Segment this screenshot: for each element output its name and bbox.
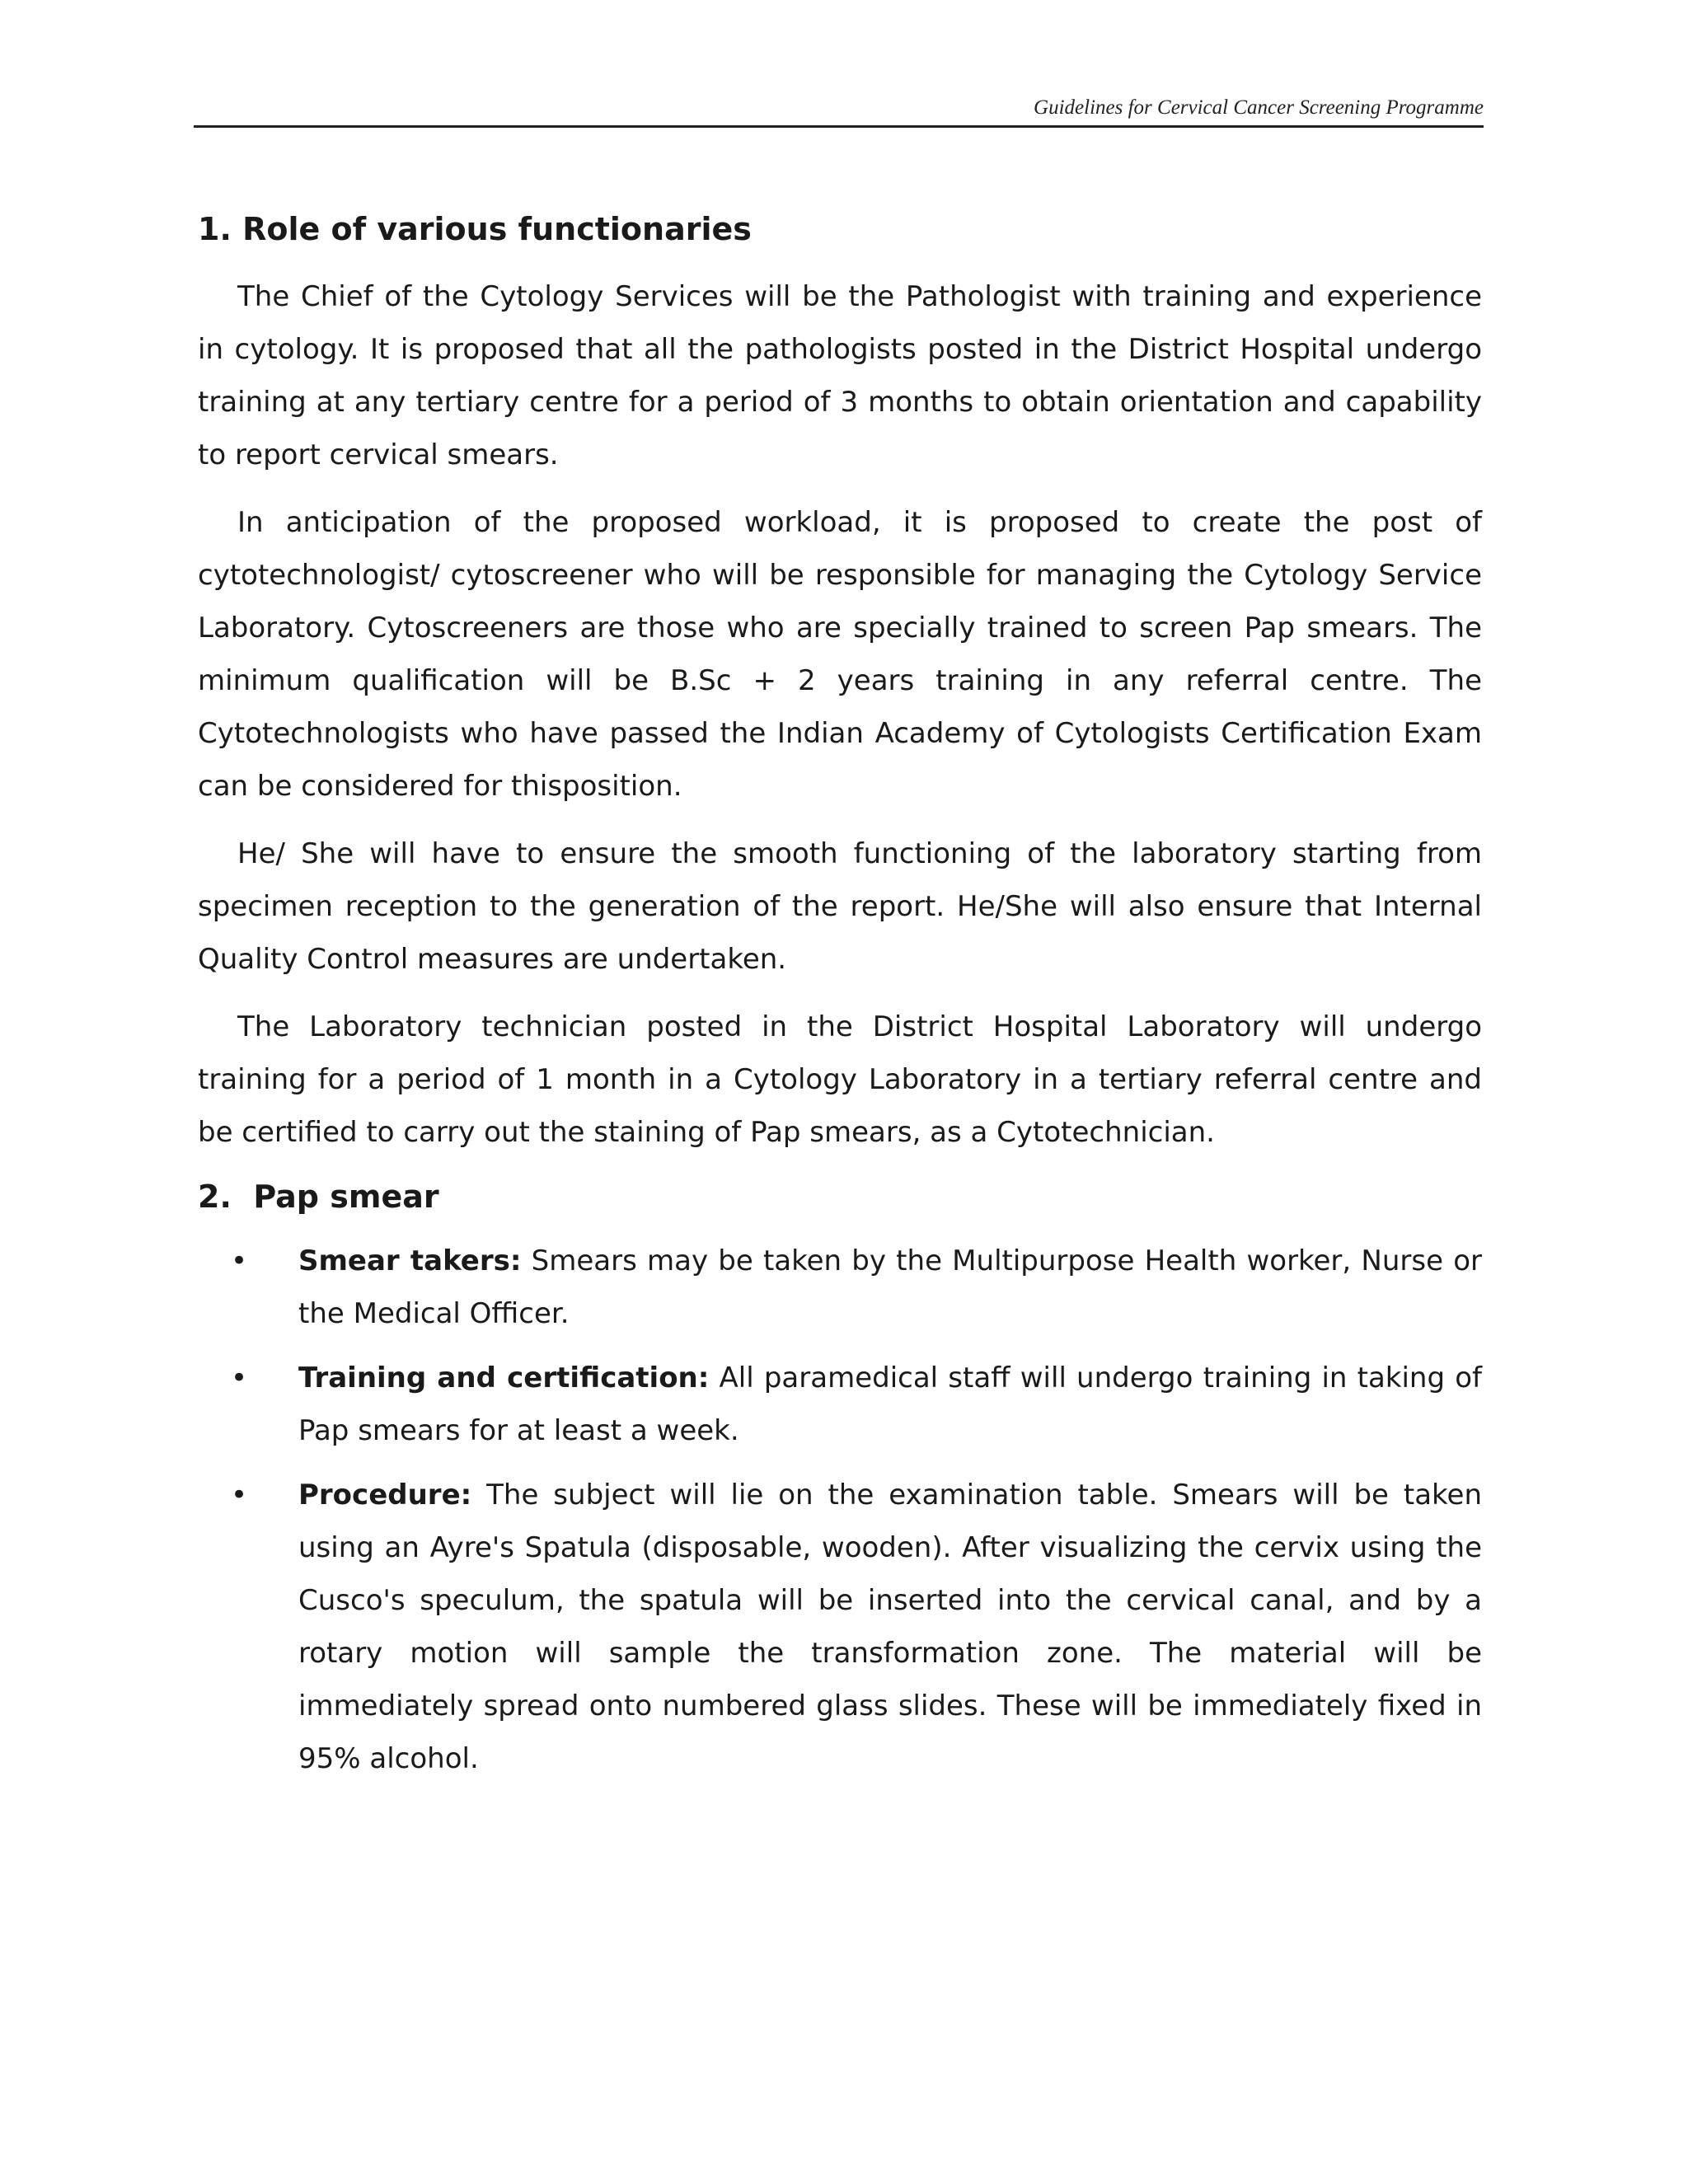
section-2-heading: 2. Pap smear (198, 1179, 439, 1215)
bullet-term: Smear takers: (298, 1244, 522, 1277)
bullet-item-training-certification (198, 1352, 1482, 1457)
header-rule (194, 125, 1484, 128)
bullet-term: Training and certification: (298, 1361, 710, 1394)
section-1-paragraph-2: In anticipation of the proposed workload, it is proposed to create the post of cytotechnologist/ cytoscreener who will be responsible for managing the Cytology Service Laboratory. Cytoscreeners are those who are specially trained to screen Pap smears. The minimum qualification will be B.Sc + 2 years training in any referral centre. The Cytotechnologists who have passed the Indian Academy of Cytologists Certification Exam can be considered for thisposition. (198, 506, 1482, 803)
section-1-paragraph-1: The Chief of the Cytology Services will be the Pathologist with training and experience in cytology. It is proposed that all the pathologists posted in the District Hospital undergo training at any tertiary centre for a period of 3 months to obtain orientation and capability to report cervical smears. (198, 280, 1482, 471)
bullet-term: Procedure: (298, 1479, 472, 1511)
section-1-heading: 1. Role of various functionaries (198, 211, 752, 247)
bullet-dot-icon: • (230, 1244, 248, 1277)
pap-smear-bullet-list (198, 1235, 1482, 1785)
bullet-item-smear-takers (198, 1235, 1482, 1340)
running-header-title: Guidelines for Cervical Cancer Screening Programme (1034, 96, 1484, 119)
bullet-text: The subject will lie on the examination table. Smears will be taken using an Ayre's Spatula (disposable, wooden). After visualizing the cervix using the Cusco's speculum, the spatula will be inserted into the cervical canal, and by a rotary motion will sample the transformation zone. The material will be immediately spread onto numbered glass slides. These will be immediately fixed in 95% alcohol. (298, 1479, 1482, 1775)
section-1-paragraph-3: He/ She will have to ensure the smooth functioning of the laboratory starting from specimen reception to the generation of the report. He/She will also ensure that Internal Quality Control measures are undertaken. (198, 837, 1482, 976)
page-content (198, 206, 1482, 1797)
bullet-dot-icon: • (230, 1479, 248, 1511)
section-1-paragraph-4: The Laboratory technician posted in the District Hospital Laboratory will undergo training for a period of 1 month in a Cytology Laboratory in a tertiary referral centre and be certified to carry out the staining of Pap smears, as a Cytotechnician. (198, 1010, 1482, 1149)
bullet-text: All paramedical staff will undergo training in taking of Pap smears for at least a week. (298, 1361, 1483, 1447)
bullet-item-procedure (198, 1469, 1482, 1785)
bullet-text: Smears may be taken by the Multipurpose Health worker, Nurse or the Medical Officer. (298, 1244, 1482, 1330)
bullet-dot-icon: • (230, 1361, 248, 1394)
